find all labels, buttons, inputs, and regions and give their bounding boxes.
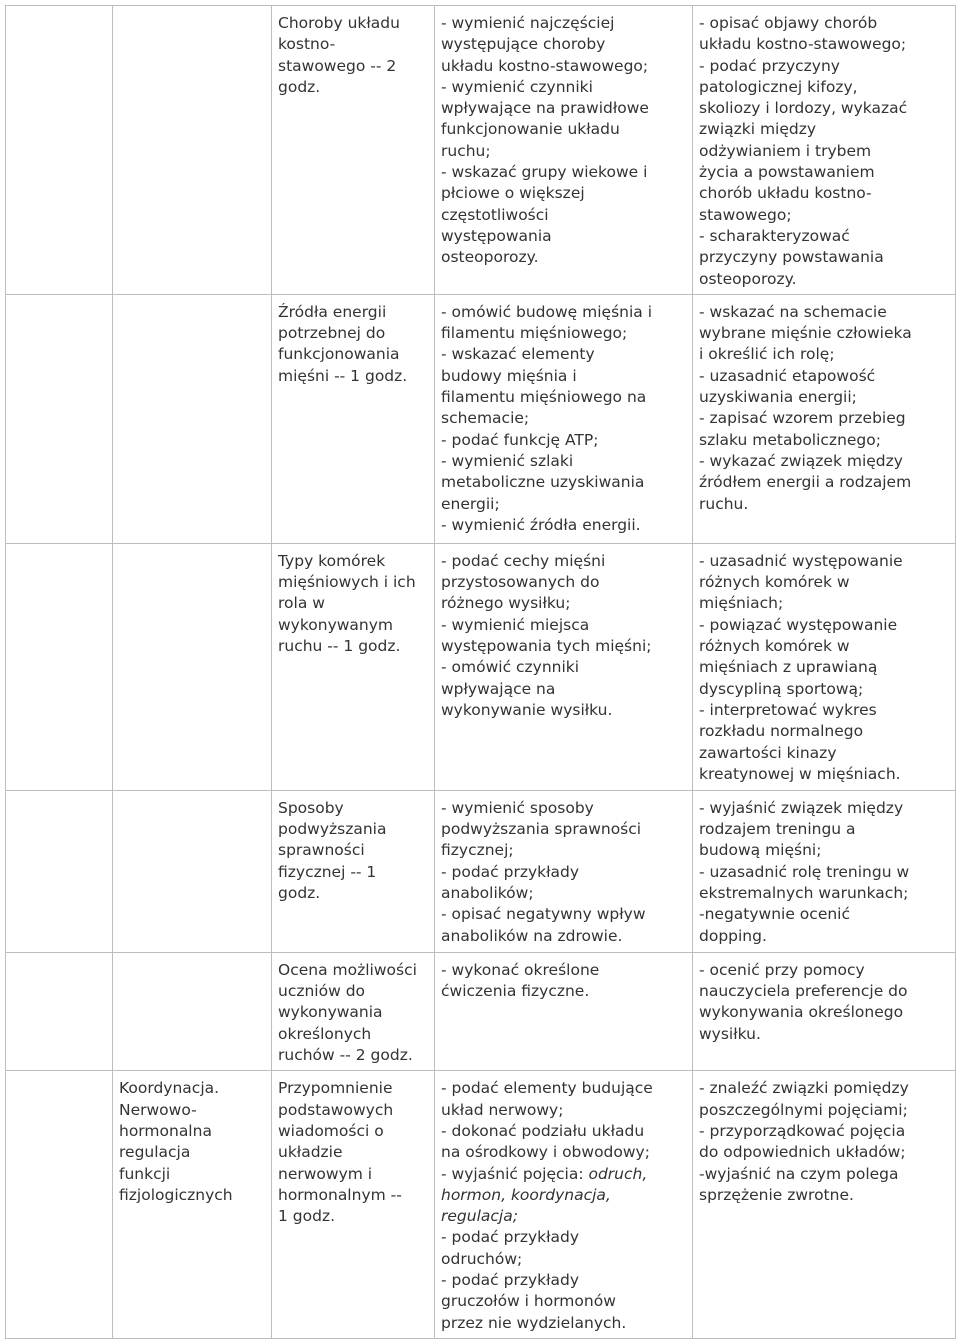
cell-line: układzie: [278, 1143, 343, 1162]
cell-line: ruchów -- 2 godz.: [278, 1046, 413, 1065]
cell-line: godz.: [278, 884, 321, 903]
cell-line: wykonywanym: [278, 615, 394, 634]
cell-line: i określić ich rolę;: [699, 345, 835, 364]
cell-line: wykonywania: [278, 1003, 383, 1022]
cell-line: występowania: [441, 226, 552, 245]
cell-line: źródłem energii a rodzajem: [699, 473, 912, 492]
cell-line: filamentu mięśniowego;: [441, 324, 628, 343]
cell-line: regulacja;: [441, 1207, 518, 1226]
extended-requirements-cell: [693, 294, 956, 543]
cell-line: - wskazać na schemacie: [699, 302, 887, 321]
cell-line: hormon, koordynacja,: [441, 1185, 611, 1204]
cell-line: układ nerwowy;: [441, 1100, 564, 1119]
cell-line: różnych komórek w: [699, 573, 850, 592]
cell-line: występujące choroby: [441, 35, 606, 54]
cell-line: anabolików;: [441, 884, 534, 903]
basic-requirements-cell: [435, 294, 693, 543]
cell-line: - opisać objawy chorób: [699, 14, 878, 32]
cell-line: osteoporozy.: [441, 248, 539, 267]
cell-line: rodzajem treningu a: [699, 820, 856, 839]
topic-cell: [272, 952, 435, 1070]
topic-cell: [272, 1071, 435, 1339]
cell-line: dyscypliną sportową;: [699, 679, 864, 698]
cell-line: - ocenić przy pomocy: [699, 960, 865, 979]
cell-line: - wymienić źródła energii.: [441, 515, 641, 534]
cell-line: przez nie wydzielanych.: [441, 1313, 627, 1332]
cell-line: Nerwowo-: [119, 1100, 197, 1119]
cell-line: skoliozy i lordozy, wykazać: [699, 99, 908, 118]
section-cell: [113, 952, 272, 1070]
cell-line: różnych komórek w: [699, 637, 850, 656]
cell-line: wpływające na: [441, 679, 556, 698]
cell-line: Choroby układu: [278, 14, 400, 32]
table-row: [6, 543, 956, 790]
empty-cell: [6, 952, 113, 1070]
cell-line: nauczyciela preferencje do: [699, 982, 908, 1001]
cell-line: schemacie;: [441, 409, 530, 428]
cell-line: - interpretować wykres: [699, 700, 877, 719]
extended-requirements-cell: [693, 6, 956, 295]
cell-line: ekstremalnych warunkach;: [699, 884, 909, 903]
cell-line: płciowe o większej: [441, 184, 585, 203]
cell-line: rozkładu normalnego: [699, 722, 864, 741]
cell-line: - omówić budowę mięśnia i: [441, 302, 653, 321]
table-row: [6, 952, 956, 1070]
cell-line: - wyjaśnić związek między: [699, 798, 904, 817]
cell-line: hormonalna: [119, 1121, 212, 1140]
cell-line: Typy komórek: [278, 551, 386, 570]
cell-line: - omówić czynniki: [441, 658, 580, 677]
cell-line: 1 godz.: [278, 1207, 336, 1226]
cell-line: filamentu mięśniowego na: [441, 388, 647, 407]
cell-line: uzyskiwania energii;: [699, 388, 857, 407]
cell-line: - wymienić czynniki: [441, 77, 593, 96]
cell-line: - uzasadnić etapowość: [699, 366, 876, 385]
extended-requirements-cell: [693, 543, 956, 790]
cell-line: dopping.: [699, 926, 767, 945]
cell-line: [441, 1164, 686, 1185]
cell-line: odżywianiem i trybem: [699, 141, 872, 160]
cell-line: wykonywanie wysiłku.: [441, 700, 613, 719]
cell-line: - znaleźć związki pomiędzy: [699, 1079, 909, 1098]
cell-line: określonych: [278, 1024, 372, 1043]
cell-line: chorób układu kostno-: [699, 184, 872, 203]
cell-line: podstawowych: [278, 1100, 394, 1119]
extended-requirements-cell: [693, 952, 956, 1070]
cell-line: - wymienić sposoby: [441, 798, 594, 817]
cell-line: Przypomnienie: [278, 1079, 393, 1098]
cell-line: Sposoby: [278, 798, 344, 817]
cell-line: - uzasadnić występowanie: [699, 551, 903, 570]
cell-line: Źródła energii: [278, 302, 387, 321]
topic-cell: [272, 790, 435, 952]
cell-line: - podać przykłady: [441, 862, 580, 881]
cell-line: wiadomości o: [278, 1121, 384, 1140]
curriculum-table: [5, 5, 956, 1339]
cell-line: ruchu -- 1 godz.: [278, 637, 401, 656]
table-row: [6, 294, 956, 543]
cell-line: uczniów do: [278, 982, 366, 1001]
cell-line: poszczególnymi pojęciami;: [699, 1100, 908, 1119]
cell-line: - przyporządkować pojęcia: [699, 1121, 906, 1140]
cell-line: kreatynowej w mięśniach.: [699, 764, 901, 783]
cell-line: szlaku metabolicznego;: [699, 430, 881, 449]
cell-line: przystosowanych do: [441, 573, 600, 592]
basic-requirements-cell: [435, 1071, 693, 1339]
cell-line: -negatywnie ocenić: [699, 905, 851, 924]
term-text: odruch,: [588, 1164, 648, 1183]
cell-line: sprzężenie zwrotne.: [699, 1185, 854, 1204]
cell-line: - uzasadnić rolę treningu w: [699, 862, 910, 881]
section-cell: [113, 790, 272, 952]
cell-line: - wykonać określone: [441, 960, 600, 979]
cell-line: wykonywania określonego: [699, 1003, 904, 1022]
empty-cell: [6, 294, 113, 543]
cell-line: - podać cechy mięśni: [441, 551, 606, 570]
cell-line: funkcjonowania: [278, 345, 400, 364]
cell-line: związki między: [699, 120, 817, 139]
cell-line: budową mięśni;: [699, 841, 822, 860]
cell-line: - podać przykłady: [441, 1271, 580, 1290]
cell-line: Koordynacja.: [119, 1079, 220, 1098]
cell-line: - wskazać elementy: [441, 345, 595, 364]
basic-requirements-cell: [435, 6, 693, 295]
cell-line: częstotliwości: [441, 205, 549, 224]
cell-line: do odpowiednich układów;: [699, 1143, 906, 1162]
cell-line: układu kostno-stawowego;: [441, 56, 649, 75]
cell-line: - zapisać wzorem przebieg: [699, 409, 906, 428]
cell-line: - wymienić miejsca: [441, 615, 590, 634]
cell-line: - dokonać podziału układu: [441, 1121, 645, 1140]
cell-line: hormonalnym --: [278, 1185, 402, 1204]
curriculum-page: [5, 5, 955, 1335]
topic-cell: [272, 6, 435, 295]
cell-line: układu kostno-stawowego;: [699, 35, 907, 54]
cell-line: wybrane mięśnie człowieka: [699, 324, 912, 343]
cell-line: fizycznej -- 1: [278, 862, 377, 881]
cell-line: - podać funkcję ATP;: [441, 430, 599, 449]
cell-line: występowania tych mięśni;: [441, 637, 652, 656]
section-cell: [113, 294, 272, 543]
cell-line: funkcji: [119, 1164, 171, 1183]
cell-line: fizjologicznych: [119, 1185, 233, 1204]
cell-line: -wyjaśnić na czym polega: [699, 1164, 899, 1183]
cell-line: anabolików na zdrowie.: [441, 926, 623, 945]
cell-line: Ocena możliwości: [278, 960, 417, 979]
cell-line: ćwiczenia fizyczne.: [441, 982, 590, 1001]
cell-line: - wymienić szlaki: [441, 451, 574, 470]
cell-line: sprawności: [278, 841, 365, 860]
cell-line: ruchu;: [441, 141, 491, 160]
cell-line: mięśniach z uprawianą: [699, 658, 878, 677]
extended-requirements-cell: [693, 1071, 956, 1339]
table-row: [6, 790, 956, 952]
cell-line: metaboliczne uzyskiwania: [441, 473, 645, 492]
cell-line: regulacja: [119, 1143, 191, 1162]
cell-line-text: - wyjaśnić pojęcia:: [441, 1164, 589, 1183]
section-cell: [113, 1071, 272, 1339]
cell-line: przyczyny powstawania: [699, 248, 884, 267]
cell-line: gruczołów i hormonów: [441, 1292, 616, 1311]
topic-cell: [272, 294, 435, 543]
cell-line: kostno-: [278, 35, 336, 54]
cell-line: ruchu.: [699, 494, 749, 513]
basic-requirements-cell: [435, 952, 693, 1070]
cell-line: - opisać negatywny wpływ: [441, 905, 646, 924]
cell-line: - powiązać występowanie: [699, 615, 898, 634]
empty-cell: [6, 1071, 113, 1339]
table-row: [6, 6, 956, 295]
table-body: [6, 6, 956, 1339]
topic-cell: [272, 543, 435, 790]
cell-line: - scharakteryzować: [699, 226, 850, 245]
cell-line: budowy mięśnia i: [441, 366, 577, 385]
cell-line: funkcjonowanie układu: [441, 120, 620, 139]
cell-line: stawowego -- 2: [278, 56, 397, 75]
cell-line: nerwowym i: [278, 1164, 373, 1183]
cell-line: potrzebnej do: [278, 324, 386, 343]
basic-requirements-cell: [435, 790, 693, 952]
cell-line: rola w: [278, 594, 325, 613]
cell-line: na ośrodkowy i obwodowy;: [441, 1143, 650, 1162]
cell-line: energii;: [441, 494, 500, 513]
cell-line: godz.: [278, 77, 321, 96]
cell-line: mięśniowych i ich: [278, 573, 416, 592]
empty-cell: [6, 6, 113, 295]
cell-line: - wskazać grupy wiekowe i: [441, 163, 648, 182]
cell-line: - wymienić najczęściej: [441, 14, 615, 32]
basic-requirements-cell: [435, 543, 693, 790]
cell-line: osteoporozy.: [699, 269, 797, 288]
table-row: [6, 1071, 956, 1339]
empty-cell: [6, 790, 113, 952]
cell-line: wpływające na prawidłowe: [441, 99, 649, 118]
cell-line: stawowego;: [699, 205, 792, 224]
cell-line: podwyższania: [278, 820, 387, 839]
cell-line: - podać elementy budujące: [441, 1079, 653, 1098]
empty-cell: [6, 543, 113, 790]
section-cell: [113, 6, 272, 295]
cell-line: mięśniach;: [699, 594, 784, 613]
cell-line: zawartości kinazy: [699, 743, 837, 762]
cell-line: wysiłku.: [699, 1024, 761, 1043]
cell-line: podwyższania sprawności: [441, 820, 642, 839]
cell-line: - podać przyczyny: [699, 56, 840, 75]
cell-line: patologicznej kifozy,: [699, 77, 858, 96]
section-cell: [113, 543, 272, 790]
cell-line: - wykazać związek między: [699, 451, 903, 470]
cell-line: różnego wysiłku;: [441, 594, 571, 613]
cell-line: życia a powstawaniem: [699, 163, 875, 182]
extended-requirements-cell: [693, 790, 956, 952]
cell-line: fizycznej;: [441, 841, 514, 860]
cell-line: mięśni -- 1 godz.: [278, 366, 408, 385]
cell-line: odruchów;: [441, 1249, 523, 1268]
cell-line: - podać przykłady: [441, 1228, 580, 1247]
